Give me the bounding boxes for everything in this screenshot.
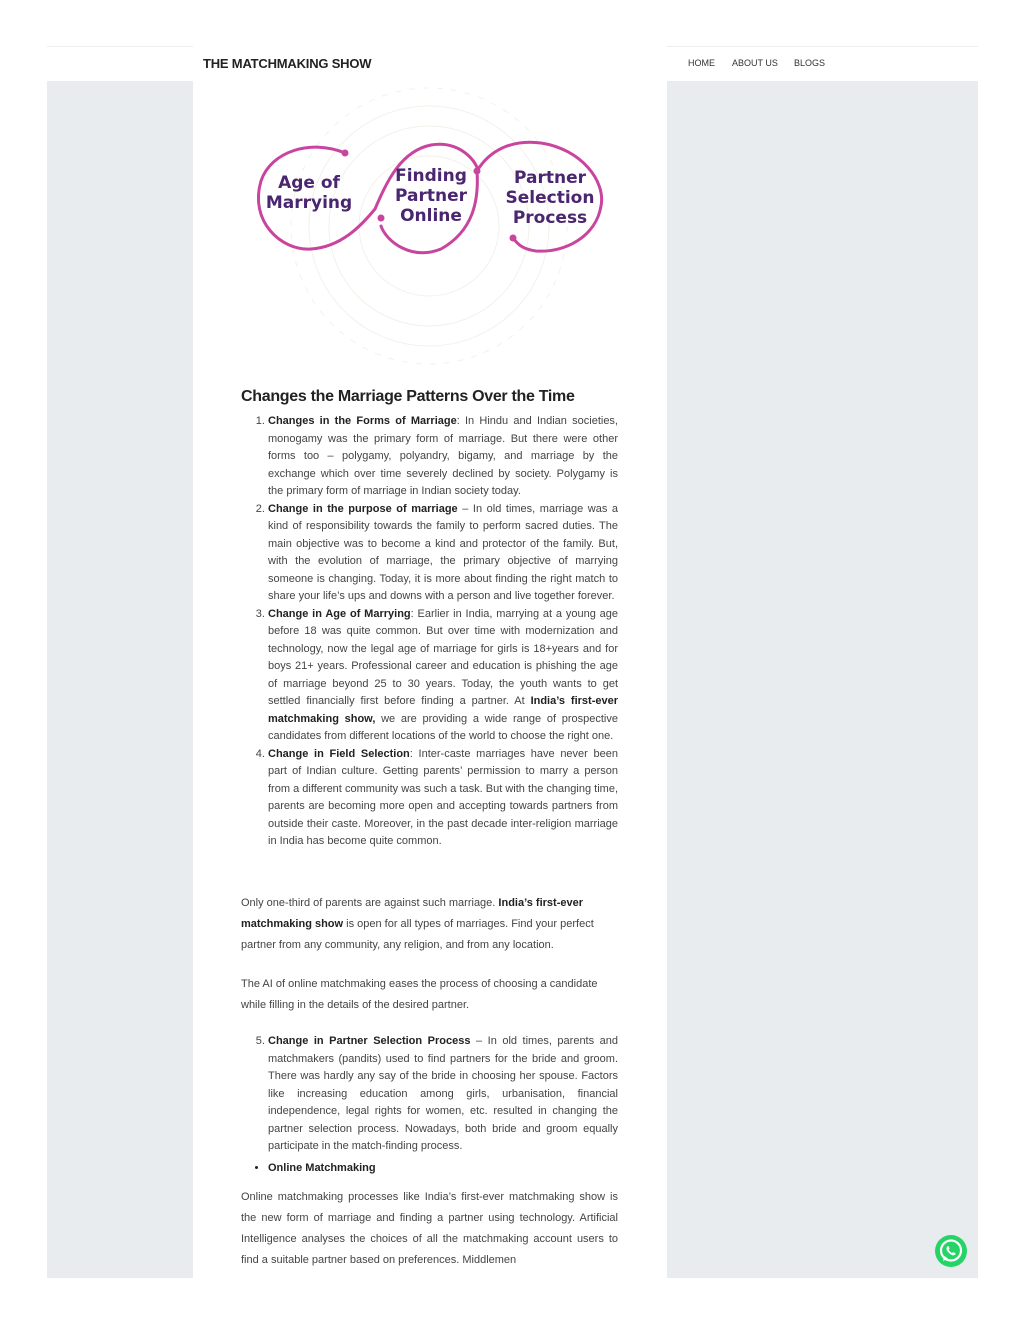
list-item: 5. Change in Partner Selection Process – In old times, parents and matchmakers (pandits) used to find partners for the bride and groom. There was hardly any say of the bride in choosing her spouse. Factors like increasing education among girls, urbanisation, financial independence, legal rights for women, etc. resulted in changing the partner selection process. Nowadays, both bride and groom equally participate in the match-finding process. (268, 1033, 618, 1156)
matchmaking-show-link[interactable]: India’s first-ever matchmaking show (241, 897, 583, 930)
dot (510, 235, 517, 242)
bullet-list (241, 1162, 618, 1174)
list-item: 1. Changes in the Forms of Marriage: In Hindu and Indian societies, monogamy was the primary form of marriage. But there were other forms too – polygamy, polyandry, bigamy, and marriage by the exchange which over time severely declined by society. Polygamy is the primary form of marriage in Indian society today. (268, 413, 618, 501)
banner-label: Partner (394, 186, 468, 206)
list-item: 3. Change in Age of Marrying: Earlier in India, marrying at a young age before 18 was quite common. But over time with modernization and technology, now the legal age of marriage for girls is 18+years and for boys 21+ years. Professional career and education is phishing the age of marriage beyond 25 to 30 years. Today, the youth wants to get settled financially first before finding a partner. At India’s first-ever matchmaking show, we are providing a wide range of prospective candidates from different locations of the world to choose the right one. (268, 606, 618, 746)
banner-label: Age of (278, 173, 340, 193)
paragraph: Only one-third of parents are against such marriage. India’s first-ever matchmaking show is open for all types of marriages. Find your perfect partner from any community, any religion, and from any location. (241, 897, 594, 951)
banner-label: Process (512, 208, 588, 228)
left-gutter (47, 81, 193, 1278)
banner-label: Partner (513, 168, 587, 188)
banner-label: Finding (395, 166, 467, 186)
banner-label: Selection (505, 188, 595, 208)
nav-home[interactable]: HOME (688, 58, 715, 68)
banner-image (241, 81, 618, 371)
dot (378, 215, 385, 222)
banner-label: Online (400, 206, 462, 226)
matchmaking-show-link[interactable]: India’s first-ever matchmaking show, (268, 695, 618, 725)
paragraph: The AI of online matchmaking eases the process of choosing a candidate while filling in the details of the desired partner. (241, 978, 598, 1011)
list-item: 2. Change in the purpose of marriage – In old times, marriage was a kind of responsibility towards the family to perform sacred duties. The main objective was to become a kind and protector of the family. But, with the evolution of marriage, the primary objective of marrying someone is changing. Today, it is more about finding the right match to share your life’s ups and downs with a person and live together forever. (268, 501, 618, 606)
changes-list-continued (241, 1033, 618, 1156)
dot (474, 168, 481, 175)
changes-list (241, 413, 618, 851)
banner-label: Marrying (265, 193, 353, 213)
paragraph: Online matchmaking processes like India’s first-ever matchmaking show is the new form of marriage and finding a partner using technology. Artificial Intelligence analyses the choices of all the matchmaking account users to find a suitable partner based on preferences. Middlemen (241, 1191, 618, 1266)
list-item: 4. Change in Field Selection: Inter-caste marriages have never been part of Indian culture. Getting parents’ permission to marry a person from a different community was such a task. But with the changing time, parents are becoming more open and accepting towards partners from outside their caste. Moreover, in the past decade inter-religion marriage in India has become quite common. (268, 746, 618, 851)
dot (342, 150, 349, 157)
whatsapp-icon[interactable] (934, 1234, 968, 1268)
nav-about-us[interactable]: ABOUT US (732, 58, 778, 68)
right-sidebar (667, 81, 978, 1278)
site-header (47, 47, 978, 81)
nav-blogs[interactable]: BLOGS (794, 58, 826, 68)
site-brand-link[interactable]: THE MATCHMAKING SHOW (203, 56, 372, 71)
article-heading: Changes the Marriage Patterns Over the Time (241, 388, 575, 405)
list-item: • Online Matchmaking (268, 1162, 618, 1174)
